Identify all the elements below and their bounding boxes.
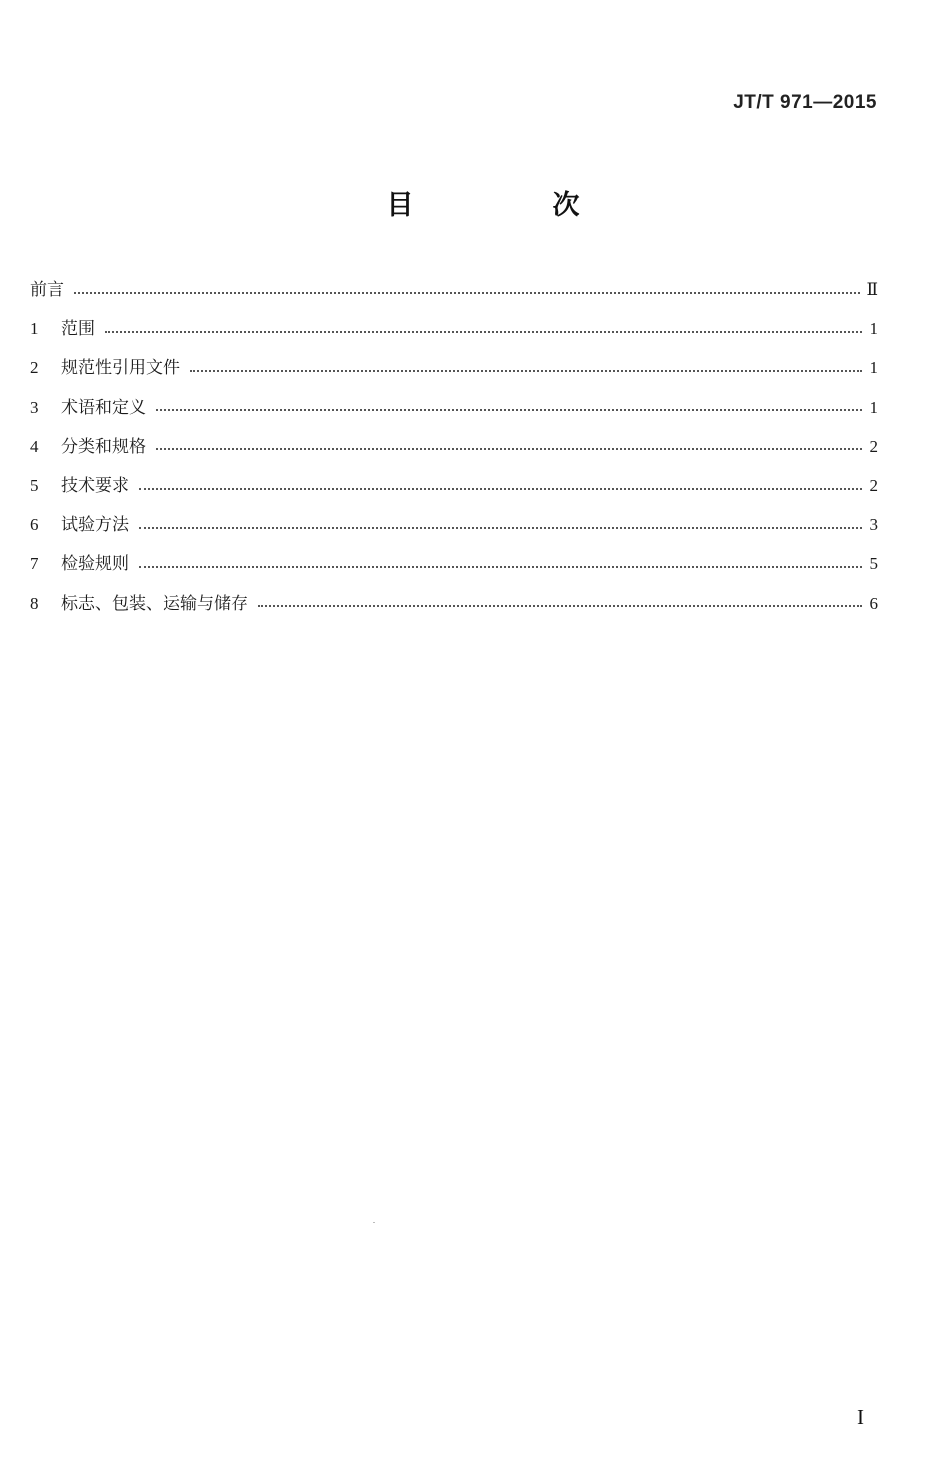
toc-leader-dots [74,292,860,294]
toc-leader-dots [156,448,862,450]
toc-entry-number: 6 [30,515,39,535]
toc-leader-dots [139,488,862,490]
toc-entry-page: 1 [869,358,878,378]
toc-entry-7[interactable] [30,544,878,583]
toc-entry-label: 术语和定义 [61,397,146,418]
toc-entry-label: 范围 [61,319,95,340]
toc-entry-label: 技术要求 [61,475,129,496]
toc-entry-label: 标志、包装、运输与储存 [61,593,248,614]
table-of-contents [30,270,878,623]
toc-entry-label: 规范性引用文件 [61,358,180,379]
toc-entry-number: 5 [30,475,39,495]
toc-entry-label: 检验规则 [61,554,129,575]
standard-code: JT/T 971—2015 [733,92,877,113]
toc-entry-8[interactable] [30,584,878,623]
toc-leader-dots [139,566,862,568]
toc-entry-number: 8 [30,593,39,613]
toc-leader-dots [139,527,862,529]
toc-entry-number: 3 [30,397,39,417]
toc-entry-page: 6 [869,593,878,613]
toc-entry-page: Ⅱ [866,280,878,299]
toc-leader-dots [258,605,862,607]
toc-entry-page: 2 [869,436,878,456]
toc-entry-number: 1 [30,319,39,339]
toc-entry-number: 7 [30,554,39,574]
toc-entry-label: 试验方法 [61,515,129,536]
toc-entry-number: 4 [30,436,39,456]
toc-entry-page: 1 [869,319,878,339]
toc-leader-dots [105,331,862,333]
toc-entry-page: 2 [869,475,878,495]
toc-leader-dots [156,409,862,411]
toc-entry-3[interactable] [30,388,878,427]
page-number: I [857,1405,864,1429]
toc-entry-5[interactable] [30,466,878,505]
toc-entry-foreword[interactable] [30,270,878,309]
toc-entry-page: 1 [869,397,878,417]
scan-speck [373,1222,375,1223]
toc-entry-4[interactable] [30,427,878,466]
toc-leader-dots [190,370,862,372]
toc-entry-page: 5 [869,554,878,574]
toc-entry-label: 前言 [30,280,64,300]
toc-entry-label: 分类和规格 [61,436,146,457]
toc-entry-6[interactable] [30,505,878,544]
page-title: 目 次 [386,190,636,221]
toc-entry-2[interactable] [30,348,878,387]
toc-entry-number: 2 [30,358,39,378]
toc-entry-1[interactable] [30,309,878,348]
toc-entry-page: 3 [869,515,878,535]
